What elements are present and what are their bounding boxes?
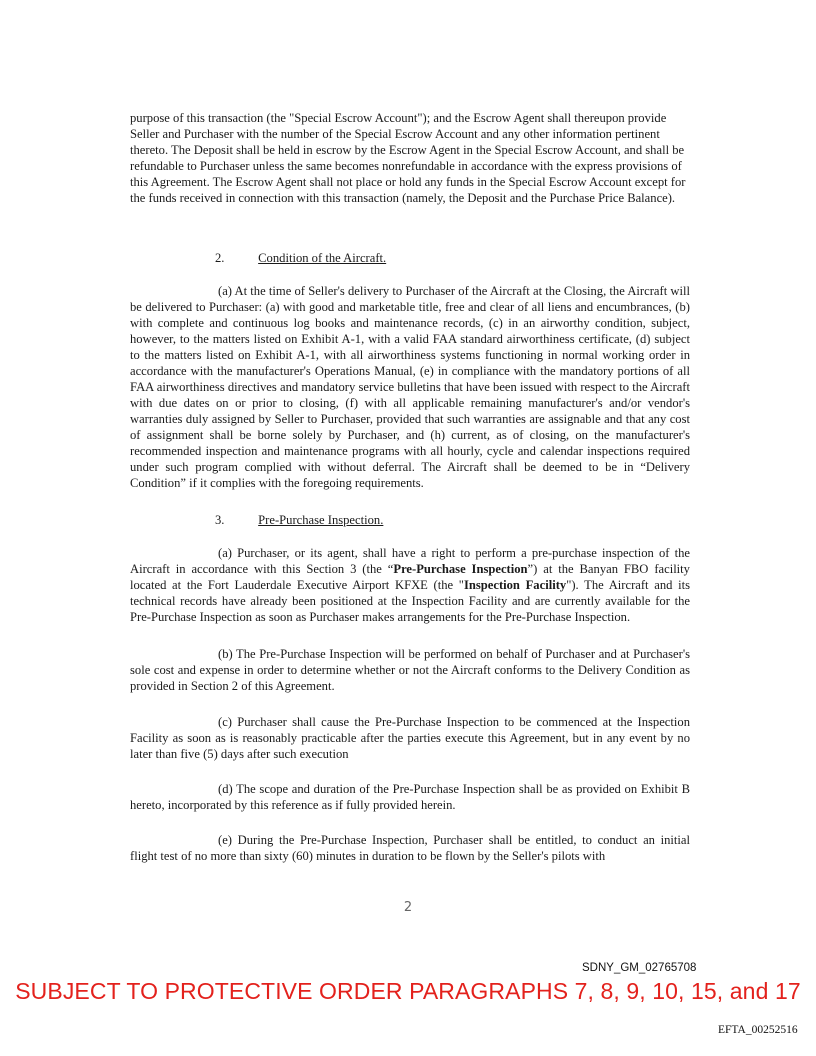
section-3b-paragraph: (b) The Pre-Purchase Inspection will be performed on behalf of Purchaser and at Purchaser's sole cost and expense in order to determine whether or not the Aircraft conforms to the Delivery Condition as provided in Section 2 of this Agreement.: [130, 647, 690, 693]
section-2-title: Condition of the Aircraft.: [258, 251, 387, 265]
section-3a-text-1: (a) Purchaser, or its agent, shall have a right to perform a pre-purchase inspection of the Aircraft in accordance with this Section 3 (the “: [130, 546, 690, 576]
section-3a-text-2: ”) at the Banyan FBO facility located at the Fort Lauderdale Executive Airport KFXE (the ": [130, 562, 690, 592]
inspection-facility-term: Inspection Facility: [463, 578, 567, 592]
section-3d-paragraph: (d) The scope and duration of the Pre-Purchase Inspection shall be as provided on Exhibit B hereto, incorporated by this reference as if fully provided herein.: [130, 782, 690, 812]
section-2a-paragraph: (a) At the time of Seller's delivery to Purchaser of the Aircraft at the Closing, the Aircraft will be delivered to Purchaser: (a) with good and marketable title, free and clear of all liens and encumbrances, (b) with complete and continuous log books and maintenance records, (c) in an airworthy condition, subject, however, to the matters listed on Exhibit A-1, with a valid FAA standard airworthiness certificate, (d) subject to the matters listed on Exhibit A-1, with all airworthiness systems functioning in normal working order in accordance with the manufacturer's Operations Manual, (e) in compliance with the mandatory portions of all FAA airworthiness directives and mandatory service bulletins that have been issued with respect to the Aircraft with due dates on or prior to closing, (f) with all applicable remaining manufacturer's and/or vendor's warranties duly assigned by Seller to Purchaser, provided that such warranties are assignable and that any cost of assignment shall be borne solely by Purchaser, and (h) current, as of closing, on the manufacturer's recommended inspection and maintenance programs with all hourly, cycle and calendar inspections required under such program complied with without deferral. The Aircraft shall be deemed to be in “Delivery Condition” if it complies with the foregoing requirements.: [130, 284, 690, 490]
section-3c-paragraph: (c) Purchaser shall cause the Pre-Purchase Inspection to be commenced at the Inspection Facility as soon as is reasonably practicable after the parties execute this Agreement, but in any event by no later than five (5) days after such execution: [130, 715, 690, 761]
section-3-number: 3.: [215, 513, 225, 527]
page-number: 2: [403, 900, 413, 915]
protective-order-banner: SUBJECT TO PROTECTIVE ORDER PARAGRAPHS 7, 8, 9, 10, 15, and 17: [15, 978, 801, 1004]
section-2-number: 2.: [215, 251, 225, 265]
escrow-paragraph: purpose of this transaction (the "Special Escrow Account"); and the Escrow Agent shall thereupon provide Seller and Purchaser with the number of the Special Escrow Account and any other information pertinent thereto. The Deposit shall be held in escrow by the Escrow Agent in the Special Escrow Account, and shall be refundable to Purchaser unless the same becomes nonrefundable in accordance with the express provisions of this Agreement. The Escrow Agent shall not place or hold any funds in the Special Escrow Account except for the funds received in connection with this transaction (namely, the Deposit and the Purchase Price Balance).: [130, 111, 686, 205]
section-3a-paragraph: [130, 545, 690, 625]
section-3-title: Pre-Purchase Inspection.: [258, 513, 384, 527]
section-2-heading: [215, 250, 386, 266]
section-3a-text-3: "). The Aircraft and its technical records have already been positioned at the Inspection Facility and are currently available for the Pre-Purchase Inspection as soon as Purchaser makes arrangements for the Pre-Purchase Inspection.: [130, 578, 690, 624]
pre-purchase-inspection-term: Pre-Purchase Inspection: [393, 562, 528, 576]
efta-identifier: EFTA_00252516: [718, 1024, 798, 1036]
section-3-heading: [215, 512, 383, 528]
bates-number: SDNY_GM_02765708: [582, 962, 697, 974]
section-3e-paragraph: (e) During the Pre-Purchase Inspection, Purchaser shall be entitled, to conduct an initial flight test of no more than sixty (60) minutes in duration to be flown by the Seller's pilots with: [130, 833, 690, 863]
